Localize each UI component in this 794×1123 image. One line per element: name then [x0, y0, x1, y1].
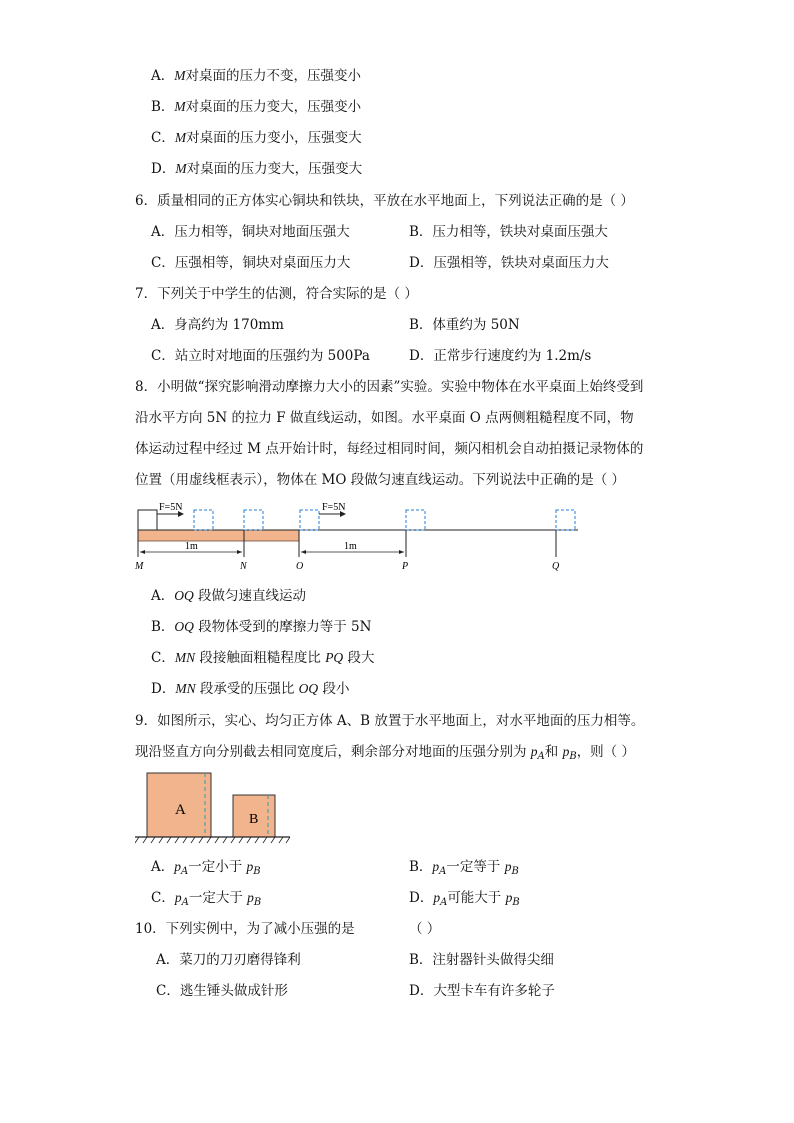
option-text: 一定小于: [188, 859, 247, 875]
variable-p: p: [247, 890, 254, 905]
q7-option-d: D．正常步行速度约为 1.2m/s: [409, 348, 592, 364]
option-text: 段做匀速直线运动: [193, 588, 307, 604]
option-text: 一定大于: [188, 890, 248, 906]
q9-stem-line-2: [135, 742, 635, 767]
point-label-m: M: [135, 561, 144, 572]
option-letter: B．: [409, 859, 433, 875]
dashed-frame: [194, 510, 213, 530]
q5-option-a: [151, 66, 361, 86]
option-letter: B．: [151, 619, 175, 635]
dashed-frame: [406, 510, 425, 530]
variable: M: [175, 161, 187, 176]
q10-option-a: A．菜刀的刀刃磨得锋利: [156, 952, 301, 968]
q8-stem-line-4: 位置（用虚线框表示），物体在 MO 段做匀速直线运动。下列说法中正确的是（ ）: [135, 472, 626, 488]
q6-stem: 6．质量相同的正方体实心铜块和铁块，平放在水平地面上，下列说法正确的是（ ）: [135, 193, 634, 209]
variable-p: p: [246, 859, 254, 874]
point-label-o: O: [296, 561, 304, 572]
ground-hatching: [135, 837, 290, 843]
stem-text: ，则（ ）: [576, 744, 635, 760]
variable: MN: [174, 650, 196, 665]
rough-surface: [138, 530, 299, 541]
q9-option-c: [151, 888, 261, 913]
q8-stem-line-3: 体运动过程中经过 M 点开始计时，每经过相同时间，频闪相机会自动拍摄记录物体的: [135, 441, 644, 457]
subscript-a: A: [181, 897, 189, 908]
subscript-a: A: [440, 897, 448, 908]
q6-option-d: D．压强相等，铁块对桌面压力大: [409, 255, 609, 271]
q10-option-b: B．注射器针头做得尖细: [409, 952, 554, 968]
q5-option-c: [151, 128, 362, 148]
option-text: 可能大于: [447, 890, 506, 906]
dashed-frame: [244, 510, 263, 530]
variable: M: [174, 68, 186, 83]
subscript-b: B: [512, 897, 520, 908]
q8-option-b: [151, 617, 371, 637]
arrow-head-icon: [399, 550, 404, 554]
q5-option-d: [151, 159, 362, 179]
option-letter: A．: [151, 68, 175, 84]
force-label: F=5N: [322, 502, 346, 513]
q7-option-b: B．体重约为 50N: [409, 317, 520, 333]
q10-option-d: D．大型卡车有许多轮子: [409, 983, 555, 999]
subscript-b: B: [569, 751, 577, 762]
q8-stem-line-1: 8．小明做“探究影响滑动摩擦力大小的因素”实验。实验中物体在水平桌面上始终受到: [135, 379, 644, 395]
q8-stem-line-2: 沿水平方向 5N 的拉力 F 做直线运动，如图。水平桌面 O 点两侧粗糙程度不同，物: [135, 410, 634, 426]
q8-option-c: [151, 648, 374, 668]
q6-option-c: C．压强相等，铜块对桌面压力大: [151, 255, 351, 271]
option-text: 对桌面的压力变大，压强变大: [186, 161, 363, 177]
q5-option-b: [151, 97, 361, 117]
q7-stem: 7．下列关于中学生的估测，符合实际的是（ ）: [135, 286, 418, 302]
force-label: F=5N: [159, 502, 183, 513]
q6-option-a: A．压力相等，铜块对地面压强大: [151, 224, 350, 240]
option-text: 段大: [343, 650, 375, 666]
option-text: 一定等于: [446, 859, 505, 875]
option-letter: C．: [151, 890, 175, 906]
friction-experiment-figure: [130, 500, 590, 575]
stem-text: 和: [544, 744, 563, 760]
option-letter: D．: [151, 161, 176, 177]
variable: M: [174, 99, 186, 114]
q9-option-b: [409, 857, 519, 882]
option-text: 段接触面粗糙程度比: [195, 650, 326, 666]
variable-p: p: [174, 890, 182, 905]
distance-label: 1m: [185, 541, 198, 552]
variable-p: p: [433, 890, 441, 905]
point-label-n: N: [240, 561, 247, 572]
point-label-q: Q: [552, 561, 560, 572]
q9-option-a: [151, 857, 261, 882]
option-letter: C．: [151, 130, 175, 146]
variable: OQ: [298, 681, 319, 696]
arrow-head-icon: [237, 550, 242, 554]
q10-answer-paren: （ ）: [409, 921, 441, 937]
variable-p: p: [505, 890, 513, 905]
variable: MN: [175, 681, 196, 696]
option-text: 对桌面的压力变大，压强变小: [185, 99, 362, 115]
variable-p: p: [432, 859, 440, 874]
option-text: 对桌面的压力不变，压强变小: [185, 68, 361, 84]
variable-p: p: [504, 859, 512, 874]
variable: OQ: [174, 588, 194, 603]
subscript-a: A: [537, 751, 545, 762]
variable: OQ: [174, 619, 194, 634]
variable-p: p: [562, 744, 570, 759]
option-letter: D．: [151, 681, 176, 697]
arrow-head-icon: [140, 550, 145, 554]
cube-a-label: A: [175, 802, 186, 818]
option-letter: A．: [151, 859, 175, 875]
subscript-b: B: [253, 897, 262, 908]
q8-option-a: [151, 586, 306, 606]
q9-option-d: [409, 888, 520, 913]
q6-option-b: B．压力相等，铁块对桌面压强大: [409, 224, 608, 240]
option-text: 段承受的压强比: [195, 681, 299, 697]
subscript-b: B: [511, 866, 519, 877]
q7-option-c: C．站立时对地面的压强约为 500Pa: [151, 348, 370, 364]
option-text: 段小: [318, 681, 350, 697]
option-letter: B．: [151, 99, 175, 115]
option-letter: C．: [151, 650, 175, 666]
option-text: 对桌面的压力变小，压强变大: [186, 130, 362, 146]
subscript-b: B: [253, 866, 261, 877]
point-label-p: P: [402, 561, 409, 572]
q10-stem: 10．下列实例中，为了减小压强的是: [135, 921, 355, 937]
cubes-figure: [135, 768, 295, 844]
block: [138, 510, 157, 530]
q8-option-d: [151, 679, 349, 699]
option-letter: D．: [409, 890, 434, 906]
dashed-frame: [300, 510, 319, 530]
subscript-a: A: [439, 866, 447, 877]
variable-p: p: [174, 859, 181, 874]
variable-p: p: [530, 744, 538, 759]
distance-label: 1m: [344, 541, 357, 552]
cube-b-label: B: [249, 812, 259, 827]
stem-text: 现沿竖直方向分别截去相同宽度后，剩余部分对地面的压强分别为: [135, 744, 531, 760]
q9-stem-line-1: 9．如图所示，实心、均匀正方体 A、B 放置于水平地面上，对水平地面的压力相等。: [135, 713, 645, 729]
q10-option-c: C．逃生锤头做成针形: [156, 983, 288, 999]
option-letter: A．: [151, 588, 175, 604]
variable: M: [174, 130, 187, 145]
variable: PQ: [325, 650, 344, 665]
q7-option-a: A．身高约为 170mm: [151, 317, 284, 333]
option-text: 段物体受到的摩擦力等于 5N: [193, 619, 372, 635]
dashed-frame: [556, 510, 575, 530]
subscript-a: A: [181, 866, 189, 877]
arrow-head-icon: [301, 550, 306, 554]
